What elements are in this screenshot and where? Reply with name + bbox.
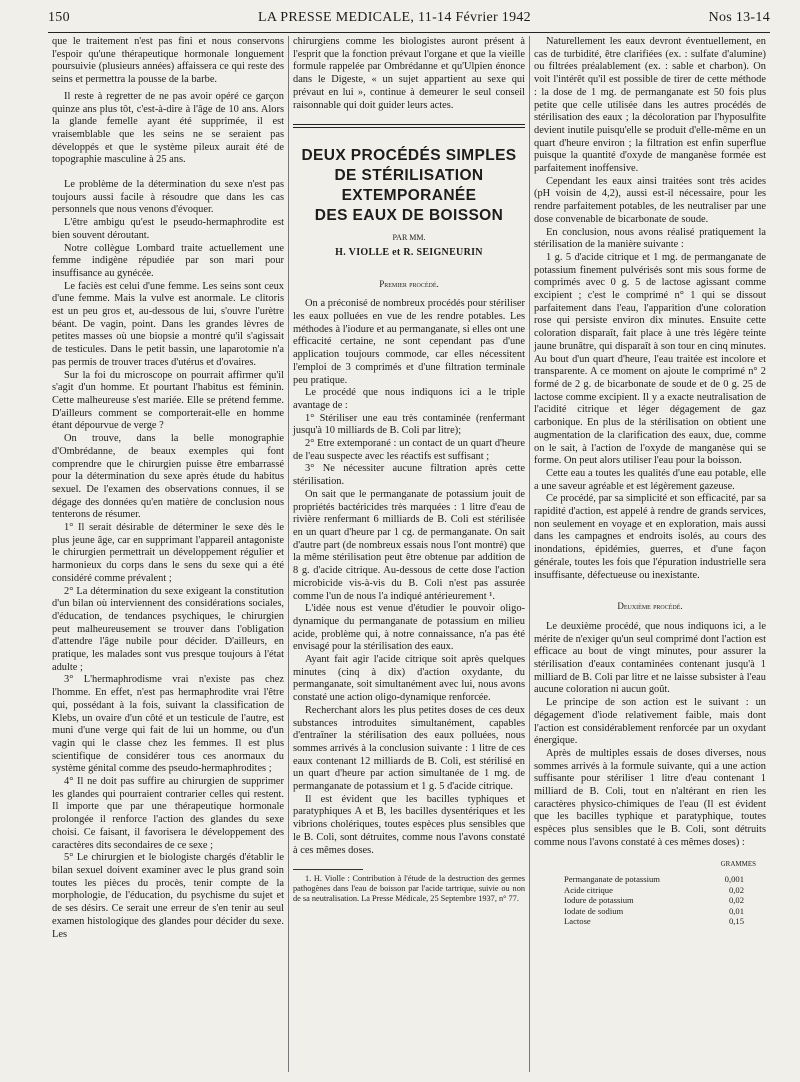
- ingredient-quantity: 0,02: [728, 884, 744, 895]
- paragraph: Cette eau a toutes les qualités d'une eau potable, elle a une saveur agréable et est légèrement gazeuse.: [534, 467, 766, 492]
- ingredient-name: Iodate de sodium: [564, 905, 624, 916]
- footnote-rule: [293, 869, 363, 870]
- section-heading: Deuxième procédé.: [617, 601, 683, 612]
- paragraph: 3° Ne nécessiter aucune filtration après cette stérilisation.: [293, 463, 525, 488]
- page-header: [48, 10, 770, 32]
- paragraph: 1 g. 5 d'acide citrique et 1 mg. de permanganate de potassium finement pulvérisés sont mis sous forme de comprimés avec 0 g. 5 de lactose agissant comme excipient ; c'est le comprimé n° 1 qui se dissout parfaitement dans l'eau, l'apparition d'une coloration rose qui persiste environ dix minutes. Ensuite cette coloration disparaît, fait place à une très légère teinte jaune brunâtre, qui disparaît à son tour en cinq minutes. Au bout d'un quart d'heure, l'eau traitée est incolore et transparente. A ce moment on ajoute le comprimé n° 2 formé de 2 g. de bicarbonate de soude et de 0 g. 25 de lactose comme excipient. Il y a exacte neutralisation de l'acidité citrique et léger dégagement de gaz carbonique. En plus de la stérilisation on obtient une augmentation de la clarification des eaux, due, comme on le sait, à l'action de l'oxyde de manganèse qui se forme. On peut alors utiliser l'eau pour la boisson.: [534, 251, 766, 467]
- formula-row: [564, 906, 744, 917]
- formula-row: [564, 895, 744, 906]
- article-authors: H. VIOLLE et R. SEIGNEURIN: [335, 246, 483, 258]
- paragraph: On trouve, dans la belle monographie d'Ombrédanne, de beaux exemples qui font comprendre que le chirurgien puisse être embarrassé pour la détermination du sexe après étude du habitus sexuel. De l'examen des observations connues, il se dégage des données qu'en matière de conclusion nous tenterons de résumer.: [52, 433, 284, 521]
- formula-table: [564, 874, 744, 927]
- formula-row: [564, 916, 744, 927]
- paragraph: Recherchant alors les plus petites doses de ces deux substances introduites simultanément, capables d'entraîner la stérilisation des eaux polluées, nous sommes arrivés à la conclusion suivante : 1 litre de ces eaux contenant 12 milliards de B. Coli, est stérilisé en un quart d'heure par action simultanée de 1 mg. de permanganate de potassium et 1 g. 5 d'acide citrique.: [293, 704, 525, 793]
- paragraph: Ayant fait agir l'acide citrique soit après quelques minutes (cinq à dix) d'action oxydante, du permanganate, soit simultanément avec lui, nous avons constaté une action oligo-dynamique renforcée.: [293, 654, 525, 704]
- column-divider: [529, 36, 530, 1072]
- ingredient-quantity: 0,01: [728, 905, 744, 916]
- paragraph: En conclusion, nous avons réalisé pratiquement la stérilisation de la manière suivante :: [534, 226, 766, 251]
- byline-prefix: PAR MM.: [392, 233, 426, 243]
- paragraph: Sur la foi du microscope on pourrait affirmer qu'il s'agit d'un homme. Et pourtant l'habitus est féminin. Cette malheureuse s'est mariée. Elle se prétend femme. D'ailleurs comment se comporterait-elle en homme étant dépourvue de verge ?: [52, 369, 284, 432]
- paragraph: 2° La détermination du sexe exigeant la constitution d'un bilan où interviennent des considérations sociales, d'éducation, de tendances psychiques, le chirurgien peut malheureusement se trouver dans l'obligation d'attendre l'âge nubile pour décider. D'ailleurs, en pratique, les malades sont vus presque toujours à l'état adulte ;: [52, 585, 284, 673]
- title-line: DES EAUX DE BOISSON: [314, 207, 504, 225]
- article-rule: [293, 124, 525, 125]
- title-line: DEUX PROCÉDÉS SIMPLES: [301, 147, 517, 165]
- footnote: 1. H. Violle : Contribution à l'étude de la destruction des germes pathogènes dans l'eau de boisson par l'acide tartrique, suivie ou non de sa neutralisation. La Presse Médicale, 25 Septembre 1937, n° 77.: [293, 874, 525, 904]
- column-middle: [293, 36, 525, 904]
- column-divider: [288, 36, 289, 1072]
- paragraph: Le principe de son action est le suivant : un dégagement d'iode relativement faible, mais dont l'action est considérablement renforcée par un oxydant énergique.: [534, 697, 766, 747]
- ingredient-name: Iodure de potassium: [564, 895, 634, 906]
- ingredient-quantity: 0,02: [728, 895, 744, 906]
- paragraph: 1° Stériliser une eau très contaminée (renfermant jusqu'à 10 milliards de B. Coli par litre);: [293, 412, 525, 437]
- paragraph: 2° Etre extemporané : un contact de un quart d'heure de l'eau suspecte avec les réactifs est suffisant ;: [293, 438, 525, 462]
- paragraph: 5° Le chirurgien et le biologiste chargés d'établir le bilan sexuel doivent examiner avec le plus grand soin toutes les pièces du procès, tenir compte de la morphologie, de l'éducation, du psychisme du sujet et de ses désirs. Ce serait une erreur de s'en tenir au seul examen histologique des glandes pour décider du sexe. Les: [52, 852, 284, 940]
- title-line: EXTEMPORANÉE: [341, 187, 477, 205]
- journal-title: LA PRESSE MEDICALE, 11-14 Février 1942: [258, 10, 531, 25]
- paragraph: L'idée nous est venue d'étudier le pouvoir oligo-dynamique du permanganate de potassium en milieu acide, problème qui, à notre connaissance, n'a pas été envisagé pour la stérilisation des eaux.: [293, 603, 525, 653]
- ingredient-name: Permanganate de potassium: [564, 874, 660, 885]
- formula-unit: GRAMMES: [720, 859, 756, 868]
- paragraph: que le traitement n'est pas fini et nous conservons l'espoir qu'une thérapeutique hormonale longuement poursuivie (plusieurs années) affaissera ce qui reste des seins et permettra la pousse de la barbe.: [52, 36, 284, 86]
- paragraph: Le procédé que nous indiquons ici a le triple avantage de :: [293, 387, 525, 411]
- ingredient-name: Acide citrique: [564, 884, 613, 895]
- ingredient-quantity: 0,001: [724, 874, 744, 885]
- paragraph: 1° Il serait désirable de déterminer le sexe dès le plus jeune âge, car en supprimant l'appareil antagoniste le chirurgien permettrait un développement régulier et harmonieux du corps dans le sens du sexe qui a été considéré comme prévalent ;: [52, 522, 284, 584]
- paragraph: Notre collègue Lombard traite actuellement une femme indigène répudiée par son mari pour insuffisance au gynécée.: [52, 242, 284, 279]
- paragraph: L'être ambigu qu'est le pseudo-hermaphrodite est bien souvent déroutant.: [52, 217, 284, 241]
- ingredient-quantity: 0,15: [728, 916, 744, 927]
- paragraph: On a préconisé de nombreux procédés pour stériliser les eaux polluées en vue de les rendre potables. Les méthodes à l'iodure et au permanganate, si elles ont une efficacité certaine, ne sont cependant pas d'une application toujours commode, car elles nécessitent l'emploi de 3 comprimés et d'une filtration terminale peu pratique.: [293, 298, 525, 386]
- paragraph: Il est évident que les bacilles typhiques et paratyphiques A et B, les bacilles dysentériques et les vibrions cholériques, toutes espèces plus sensibles que le B. Coli, sont détruites, comme nous l'avons constaté à ces mêmes doses.: [293, 793, 525, 856]
- page-number: 150: [48, 10, 70, 25]
- article-rule: [293, 127, 525, 128]
- paragraph: On sait que le permanganate de potassium jouit de propriétés bactéricides très marquées : 1 litre d'eau de rivière renfermant 6 milliards de B. Coli est stérilisée en un quart d'heure par 1 cg. de permanganate. On sait d'autre part (de nombreux essais nous l'ont montré) que la même stérilisation peut être obtenue par addition de 8 g. d'acide citrique. Au-dessous de cette dose l'action microbicide vis-à-vis du B. Coli n'est pas assurée comme l'un de nous l'a indiqué antérieurement ¹.: [293, 488, 525, 602]
- paragraph: Après de multiples essais de doses diverses, nous sommes arrivés à la formule suivante, qui a une action suffisante pour stériliser 1 litre d'eau contenant 1 milliard de B. Coli, tout en n'altérant en rien les caractères physico-chimiques de l'eau (Il est évident que les bacilles typhique et paratyphique, toutes espèces plus sensibles que le B. Coli, sont détruits comme nous l'avons constaté à ces mêmes doses) :: [534, 747, 766, 848]
- paragraph: Le faciès est celui d'une femme. Les seins sont ceux d'une femme. Mais la vulve est anormale. Le clitoris est un peu gros et, au-dessous de lui, s'ouvre l'urètre béant. De vagin, point. Dans les grandes lèvres de petites masses où une biopsie a montré qu'il s'agissait de testicules. Dans le petit bassin, une laparotomie n'a pas permis de trouver traces d'utérus et d'ovaires.: [52, 280, 284, 368]
- column-right: [534, 36, 766, 927]
- paragraph: 3° L'hermaphrodisme vrai n'existe pas chez l'homme. En effet, n'est pas hermaphrodite vrai l'être qui, possédant à la fois, suivant la classification de Klebs, un ovaire d'un côté et un testicule de l'autre, est muni d'une verge qui fait de lui un homme, ou d'un vagin qui le classe chez les femmes. Il est plus scientifique de considérer tous ces anormaux du système génital comme des pseudo-hermaphrodites ;: [52, 674, 284, 775]
- section-heading: Premier procédé.: [379, 278, 439, 289]
- paragraph: 4° Il ne doit pas suffire au chirurgien de supprimer les glandes qui pourraient contrarier celles qui restent. Il importe que par une thérapeutique hormonale prolongée il renforce l'action des glandes du sexe choisi. Ce faisant, il favorisera le développement des caractères dits secondaires de ce sexe ;: [52, 776, 284, 851]
- paragraph: Naturellement les eaux devront éventuellement, en cas de turbidité, être clarifiées (ex. : sulfate d'alumine) ou filtrées préalablement (ex. : sable et charbon). On voit l'intérêt qu'il est possible de tirer de cette méthode : la dose de 1 mg. de permanganate est 50 fois plus petite que celle utilisée dans les autres procédés de stérilisation des eaux ; la décoloration par l'hyposulfite devient inutile puisqu'elle se produit d'elle-même en un quart d'heure environ ; la filtration est enfin superflue puisque la quantité d'oxyde de manganèse formée est parfaitement inoffensive.: [534, 36, 766, 175]
- article-title: [293, 146, 525, 226]
- paragraph: Le problème de la détermination du sexe n'est pas toujours aussi facile à résoudre que dans les cas personnels que nous venons d'évoquer.: [52, 179, 284, 216]
- issue-number: Nos 13-14: [708, 10, 770, 25]
- paragraph: Ce procédé, par sa simplicité et son efficacité, par sa rapidité d'action, est appelé à rendre de grands services, non seulement en voyage et en exploration, mais aussi dans les campagnes et endroits isolés, au cours des inondations, épidémies, guerres, et d'une façon générale, toutes les fois que l'épuration industrielle sera insuffisante, défectueuse ou inexistante.: [534, 493, 766, 581]
- header-rule: [48, 32, 770, 33]
- paragraph: chirurgiens comme les biologistes auront présent à l'esprit que la fonction prévaut l'organe et que la vieille formule rappelée par Ombrédanne et qu'Ulpien énonce dans le Digeste, « un sujet appartient au sexe qui prévaut en lui », continue à demeurer le seul conseil raisonnable qui doit guider leurs actes.: [293, 36, 525, 111]
- paragraph: Cependant les eaux ainsi traitées sont très acides (pH voisin de 4,2), aussi est-il nécessaire, pour les rendre parfaitement potables, de les neutraliser par une dose convenable de bicarbonate de soude.: [534, 175, 766, 225]
- title-line: DE STÉRILISATION: [334, 167, 484, 185]
- ingredient-name: Lactose: [564, 916, 591, 927]
- formula-row: [564, 885, 744, 896]
- paragraph: Le deuxième procédé, que nous indiquons ici, a le mérite de n'exiger qu'un seul comprimé dont l'action est efficace au bout de vingt minutes, pour assurer la stérilisation d'eaux contaminées contenant jusqu'à 1 milliard de B. Coli par litre et ne laisse subsister à l'eau aucune coloration ni aucun goût.: [534, 620, 766, 696]
- paragraph: Il reste à regretter de ne pas avoir opéré ce garçon quinze ans plus tôt, c'est-à-dire à l'âge de 10 ans. Alors la glande femelle ayant été supprimée, il est vraisemblable que les seins ne se seraient pas développés et que le système pileux aurait été de topographie masculine à 25 ans.: [52, 90, 284, 166]
- column-left: [52, 36, 284, 941]
- formula-row: [564, 874, 744, 885]
